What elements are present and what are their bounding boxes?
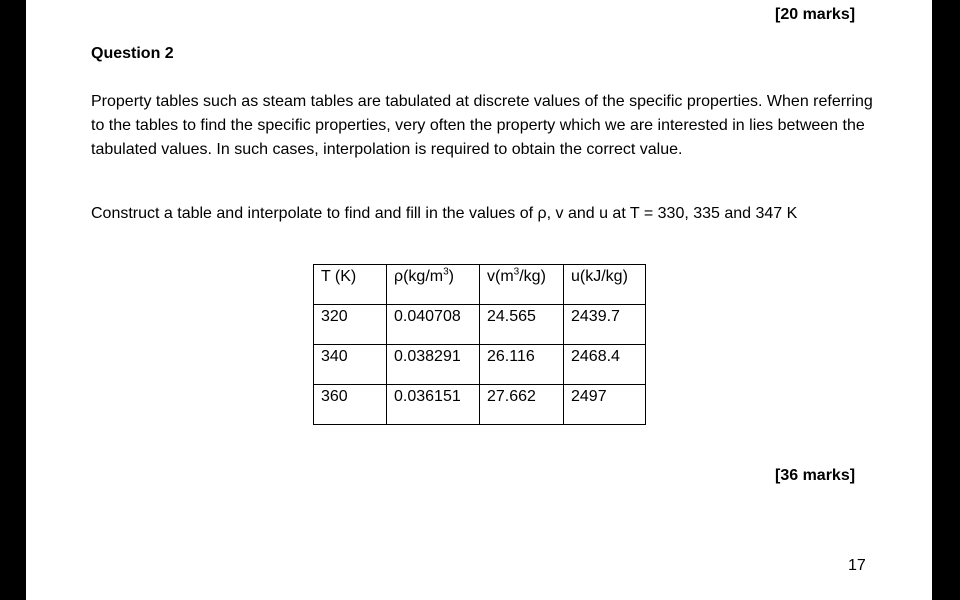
intro-paragraph: Property tables such as steam tables are tabulated at discrete values of the specific properties. When referring to the tables to find the specific properties, very often the property which we are interested in lies between the tabulated values. In such cases, interpolation is required to obtain the correct value. xyxy=(91,93,873,158)
cell-internal-energy: 2439.7 xyxy=(564,305,646,345)
document-page xyxy=(26,0,932,600)
cell-temperature: 360 xyxy=(314,385,387,425)
table-row xyxy=(314,345,646,385)
cell-density: 0.038291 xyxy=(387,345,480,385)
header-internal-energy: u(kJ/kg) xyxy=(564,265,646,305)
header-temperature: T (K) xyxy=(314,265,387,305)
table-row xyxy=(314,385,646,425)
cell-specific-volume: 26.116 xyxy=(480,345,564,385)
header-specific-volume: $v(m^3/kg)$ xyxy=(480,265,564,305)
cell-internal-energy: 2497 xyxy=(564,385,646,425)
cell-temperature: 340 xyxy=(314,345,387,385)
cell-internal-energy: 2468.4 xyxy=(564,345,646,385)
task-paragraph: Construct a table and interpolate to find and fill in the values of ρ, v and u at T = 330, 335 and 347 K xyxy=(91,205,798,222)
table-header-row xyxy=(314,265,646,305)
cell-temperature: 320 xyxy=(314,305,387,345)
cell-specific-volume: 27.662 xyxy=(480,385,564,425)
question-title: Question 2 xyxy=(91,45,174,62)
table-row xyxy=(314,305,646,345)
marks-label-bottom: [36 marks] xyxy=(775,467,856,484)
cell-specific-volume: 24.565 xyxy=(480,305,564,345)
marks-label-top: [20 marks] xyxy=(775,6,856,23)
page-number: 17 xyxy=(848,557,866,574)
cell-density: 0.036151 xyxy=(387,385,480,425)
header-density: $\rho(kg/m^3)$ xyxy=(387,265,480,305)
cell-density: 0.040708 xyxy=(387,305,480,345)
property-table xyxy=(313,264,646,425)
